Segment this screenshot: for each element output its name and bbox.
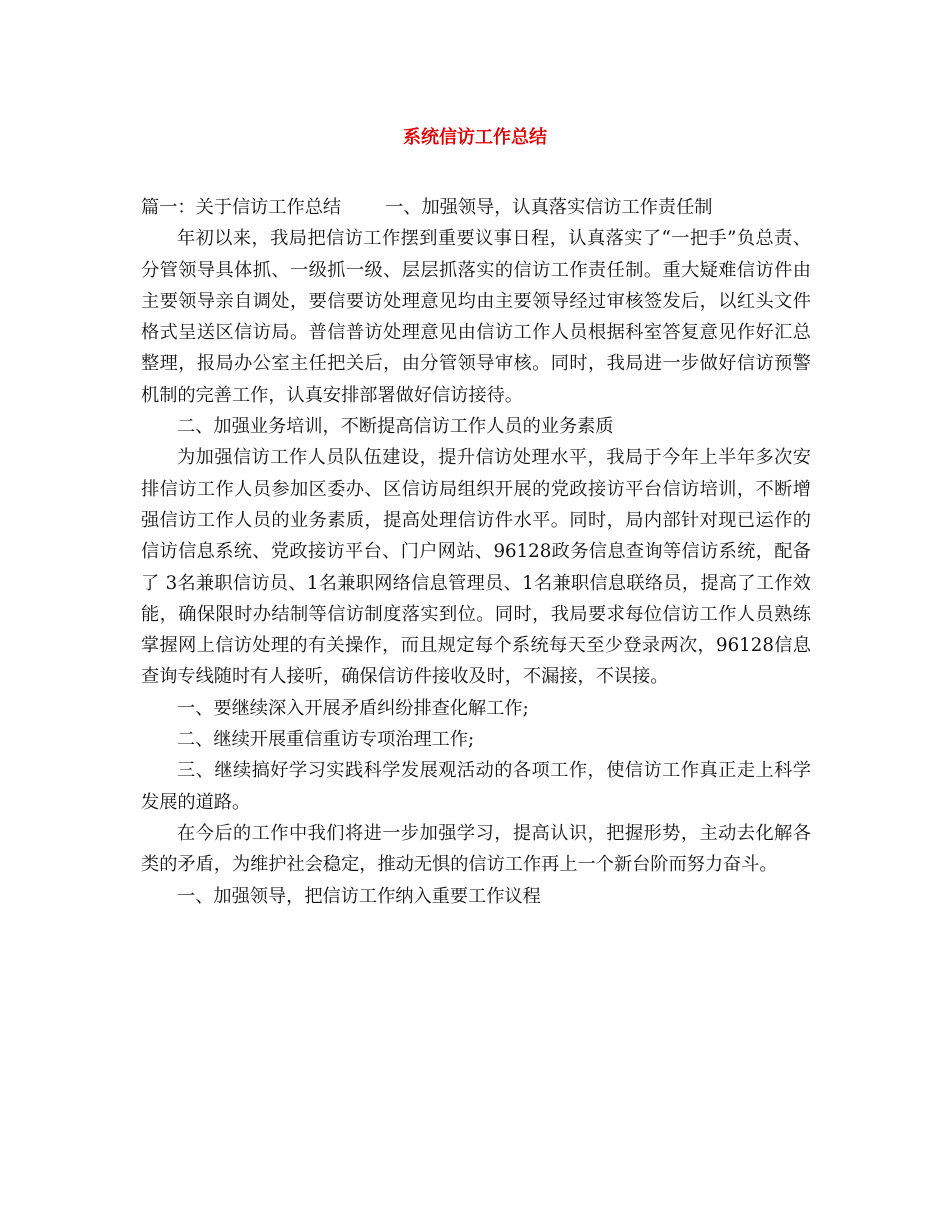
list-item-1: 一、要继续深入开展矛盾纠纷排查化解工作;	[177, 697, 529, 719]
section-lead: 篇一：关于信访工作总结	[141, 197, 342, 218]
first-line	[141, 192, 811, 223]
list-item-3: 三、继续搞好学习实践科学发展观活动的各项工作，使信访工作真正走上科学发展的道路。	[141, 760, 811, 813]
paragraph-1: 年初以来，我局把信访工作摆到重要议事日程，认真落实了“一把手”负总责、分管领导具体抓、一级抓一级、层层抓落实的信访工作责任制。重大疑难信访件由主要领导亲自调处，要信要访处理意见均由主要领导经过审核签发后，以红头文件格式呈送区信访局。普信普访处理意见由信访工作人员根据科室答复意见作好汇总整理，报局办公室主任把关后，由分管领导审核。同时，我局进一步做好信访预警机制的完善工作，认真安排部署做好信访接待。	[141, 228, 811, 406]
section-heading-1: 一、加强领导，认真落实信访工作责任制	[385, 197, 713, 218]
paragraph-3: 在今后的工作中我们将进一步加强学习，提高认识，把握形势，主动去化解各类的矛盾，为维护社会稳定，推动无惧的信访工作再上一个新台阶而努力奋斗。	[141, 822, 811, 876]
section-heading-3: 一、加强领导，把信访工作纳入重要工作议程	[177, 885, 541, 907]
section-heading-2: 二、加强业务培训，不断提高信访工作人员的业务素质	[177, 416, 614, 438]
document-title: 系统信访工作总结	[403, 127, 547, 148]
document-body	[141, 192, 811, 912]
list-item-2: 二、继续开展重信重访专项治理工作;	[177, 729, 475, 751]
paragraph-2: 为加强信访工作人员队伍建设，提升信访处理水平，我局于今年上半年多次安排信访工作人员参加区委办、区信访局组织开展的党政接访平台信访培训，不断增强信访工作人员的业务素质，提高处理信访件水平。同时，局内部针对现已运作的信访信息系统、党政接访平台、门户网站、96128政务信息查询等信访系统，配备了 3名兼职信访员、1名兼职网络信息管理员、1名兼职信息联络员，提高了工作效能，确保限时办结制等信访制度落实到位。同时，我局要求每位信访工作人员熟练掌握网上信访处理的有关操作，而且规定每个系统每天至少登录两次，96128信息查询专线随时有人接听，确保信访件接收及时，不漏接，不误接。	[141, 447, 811, 688]
